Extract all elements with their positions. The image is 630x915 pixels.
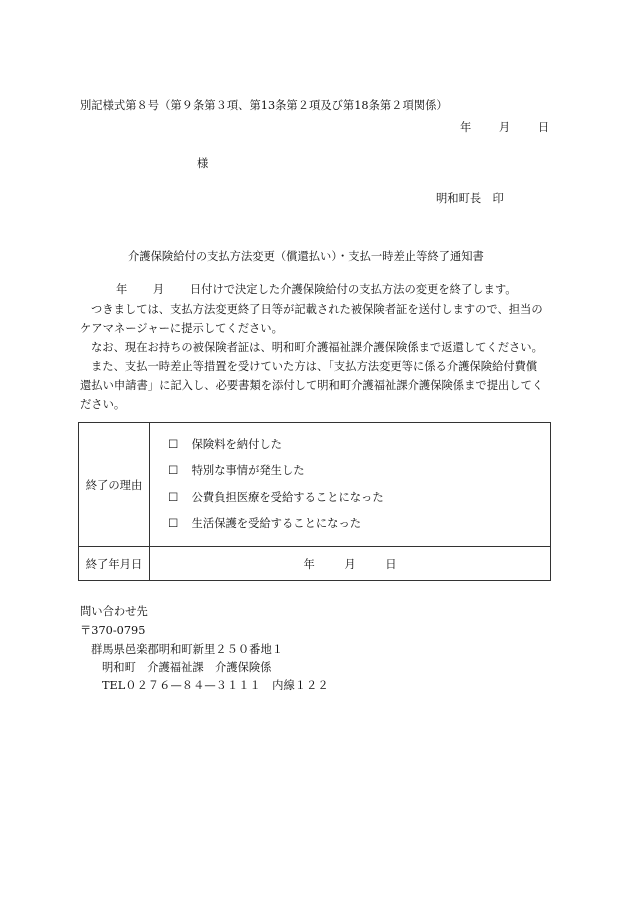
checkbox-icon[interactable]: ☐ [168,517,179,530]
body-paragraph-1 [116,281,517,297]
contact-postal-code: 〒370-0795 [80,624,146,637]
addressee-suffix: 様 [197,157,209,170]
body-p1-text: 日付けで決定した介護保険給付の支払方法の変更を終了します。 [189,283,517,296]
end-date-day: 日 [385,557,397,571]
reason-row [79,423,551,547]
contact-department: 明和町 介護福祉課 介護保険係 [102,661,272,674]
end-date-row [79,547,551,581]
reason-label: 終了の理由 [79,423,150,547]
issue-date [460,119,549,135]
body-paragraph-2-line-1: つきましては、支払方法変更終了日等が記載された被保険者証を送付しますので、担当の [91,303,543,316]
end-date-field[interactable] [150,547,551,581]
issue-date-year: 年 [460,121,472,134]
issue-date-month: 月 [498,121,511,134]
reason-option-2[interactable] [150,458,550,485]
reason-option-label: 特別な事情が発生した [191,464,305,477]
checkbox-icon[interactable]: ☐ [168,490,179,504]
reason-option-3[interactable] [150,485,550,512]
reason-option-label: 公費負担医療を受給することになった [191,490,384,504]
body-paragraph-3-line-1: なお、現在お持ちの被保険者証は、明和町介護福祉課介護保険係まで返還してください。 [91,341,543,354]
reason-option-4[interactable] [150,511,550,538]
body-paragraph-4-line-1: また、支払一時差止等措置を受けていた方は、「支払方法変更等に係る介護保険給付費償 [91,360,538,373]
reason-option-label: 生活保護を受給することになった [191,517,362,530]
body-paragraph-2-line-2: ケアマネージャーに提示してください。 [80,322,283,335]
issue-date-day: 日 [537,121,550,134]
document-title: 介護保険給付の支払方法変更（償還払い）・支払一時差止等終了通知書 [128,250,484,263]
body-month: 月 [152,283,165,296]
end-date-year: 年 [303,557,315,571]
contact-heading: 問い合わせ先 [80,605,148,618]
reason-option-label: 保険料を納付した [191,437,282,451]
issuer: 明和町長 印 [436,192,504,205]
reason-options [150,423,551,547]
checkbox-icon[interactable]: ☐ [168,464,179,477]
reason-option-1[interactable] [150,432,550,459]
contact-address: 群馬県邑楽郡明和町新里２５０番地１ [91,643,284,656]
form-reference: 別記様式第８号（第９条第３項、第13条第２項及び第18条第２項関係） [80,99,448,112]
body-paragraph-4-line-3: ださい。 [80,398,126,411]
checkbox-icon[interactable]: ☐ [168,437,179,451]
termination-table [78,422,551,581]
end-date-label: 終了年月日 [79,547,150,581]
body-paragraph-4-line-2: 還払い申請書」に記入し、必要書類を添付して明和町介護福祉課介護保険係まで提出してく [80,379,544,392]
body-year: 年 [116,283,128,296]
end-date-month: 月 [344,557,356,571]
contact-phone: TEL０２７６—８４—３１１１ 内線１２２ [102,679,329,692]
